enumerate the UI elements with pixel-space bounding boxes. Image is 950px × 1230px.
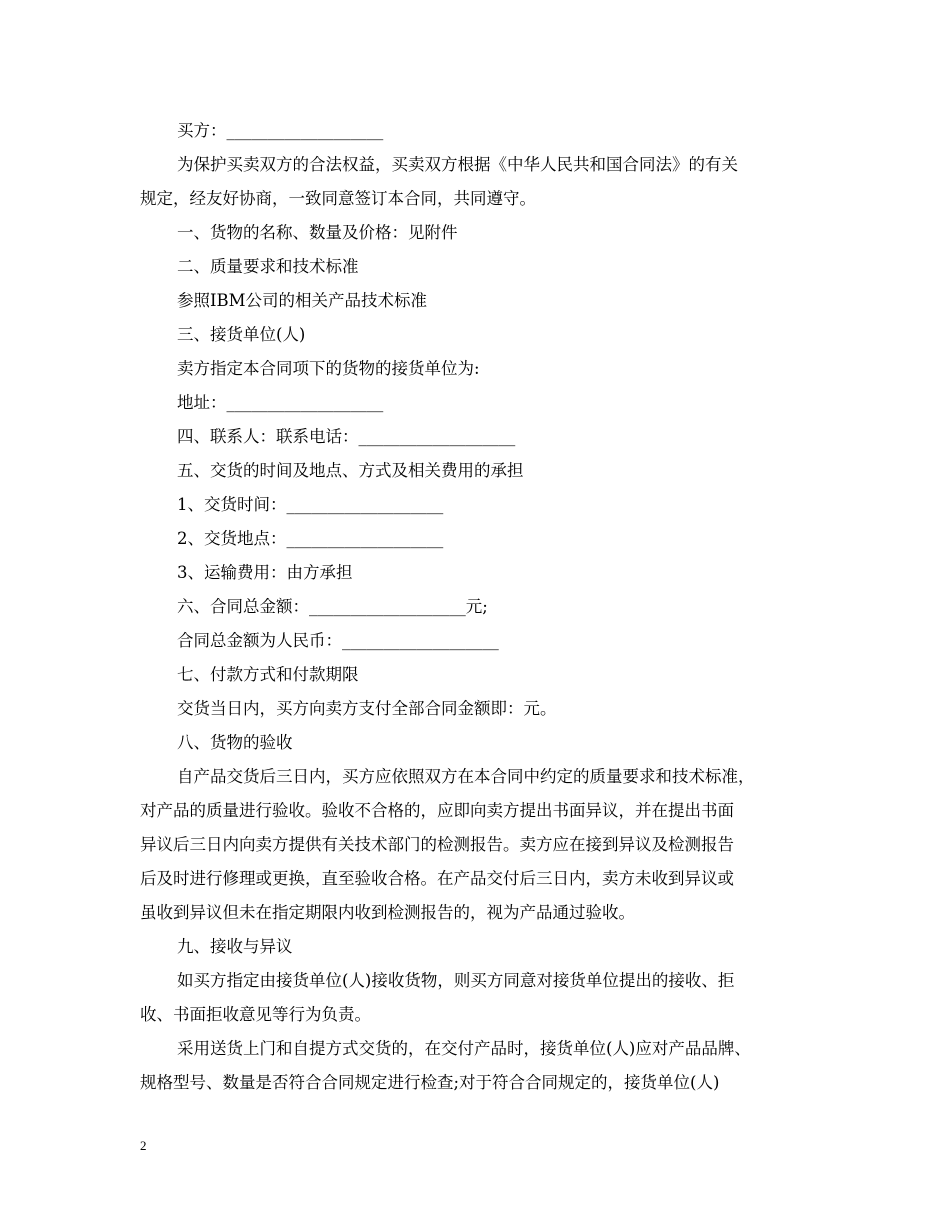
section-7-heading: 七、付款方式和付款期限: [177, 665, 359, 684]
section-2-heading: 二、质量要求和技术标准: [177, 257, 359, 276]
delivery-inspection-line-2: 规格型号、数量是否符合合同规定进行检查;对于符合合同规定的，接货单位(人): [140, 1073, 720, 1092]
acceptance-paragraph-line-3: 异议后三日内向卖方提供有关技术部门的检测报告。卖方应在接到异议及检测报告: [140, 835, 734, 854]
receipt-paragraph-line-2: 收、书面拒收意见等行为负责。: [140, 1005, 371, 1024]
transport-cost-line: 3、运输费用：由方承担: [177, 563, 353, 582]
delivery-time-line: 1、交货时间：___________________: [177, 495, 444, 514]
total-amount-rmb-line: 合同总金额为人民币：___________________: [177, 631, 499, 650]
receiver-designation-line: 卖方指定本合同项下的货物的接货单位为:: [177, 359, 480, 378]
acceptance-paragraph-line-1: 自产品交货后三日内，买方应依照双方在本合同中约定的质量要求和技术标准，: [177, 767, 755, 786]
acceptance-paragraph-line-2: 对产品的质量进行验收。验收不合格的，应即向卖方提出书面异议，并在提出书面: [140, 801, 734, 820]
section-1-heading: 一、货物的名称、数量及价格：见附件: [177, 223, 458, 242]
section-8-heading: 八、货物的验收: [177, 733, 293, 752]
section-6-total-amount-line: 六、合同总金额：___________________元;: [177, 597, 488, 616]
section-4-contact-line: 四、联系人：联系电话：___________________: [177, 427, 516, 446]
delivery-inspection-line-1: 采用送货上门和自提方式交货的，在交付产品时，接货单位(人)应对产品品牌、: [177, 1039, 751, 1058]
page-number: 2: [140, 1138, 147, 1153]
delivery-place-line: 2、交货地点：___________________: [177, 529, 444, 548]
quality-standard-line: 参照IBM公司的相关产品技术标准: [177, 291, 428, 310]
address-line: 地址：___________________: [177, 393, 384, 412]
preamble-line-2: 规定，经友好协商，一致同意签订本合同，共同遵守。: [140, 189, 536, 208]
section-5-heading: 五、交货的时间及地点、方式及相关费用的承担: [177, 461, 524, 480]
section-9-heading: 九、接收与异议: [177, 937, 293, 956]
section-3-heading: 三、接货单位(人): [177, 325, 306, 344]
acceptance-paragraph-line-5: 虽收到异议但未在指定期限内收到检测报告的，视为产品通过验收。: [140, 903, 635, 922]
buyer-line: 买方：___________________: [177, 121, 384, 140]
payment-line: 交货当日内，买方向卖方支付全部合同金额即：元。: [177, 699, 557, 718]
preamble-line-1: 为保护买卖双方的合法权益，买卖双方根据《中华人民共和国合同法》的有关: [177, 155, 738, 174]
receipt-paragraph-line-1: 如买方指定由接货单位(人)接收货物，则买方同意对接货单位提出的接收、拒: [177, 971, 735, 990]
acceptance-paragraph-line-4: 后及时进行修理或更换，直至验收合格。在产品交付后三日内，卖方未收到异议或: [140, 869, 734, 888]
